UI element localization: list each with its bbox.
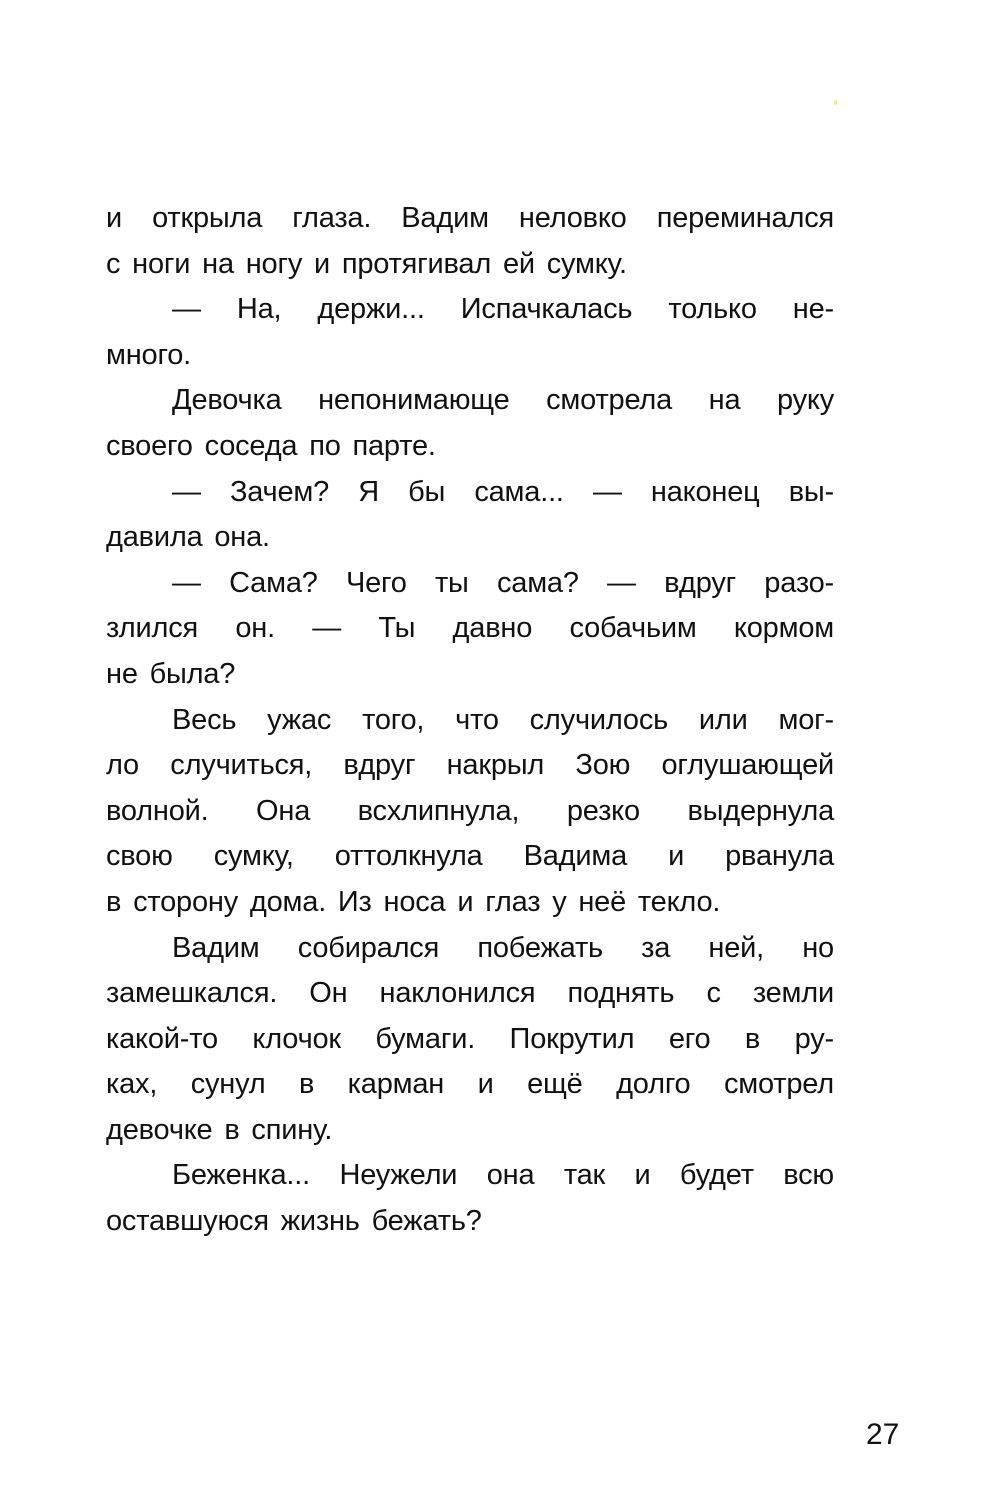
- text-line: не была?: [106, 657, 236, 690]
- text-line: волной. Она всхлипнула, резко выдернула: [106, 794, 834, 827]
- text-line: свою сумку, оттолкнула Вадима и рванула: [106, 840, 834, 873]
- text-line: ках, сунул в карман и ещё долго смотрел: [106, 1068, 834, 1101]
- text-line: и открыла глаза. Вадим неловко переминался: [106, 202, 834, 234]
- text-line: Девочка непонимающе смотрела на руку: [172, 384, 834, 417]
- text-line: с ноги на ногу и протягивал ей сумку.: [106, 247, 627, 280]
- text-line: своего соседа по парте.: [106, 429, 436, 462]
- text-line: оставшуюся жизнь бежать?: [106, 1205, 482, 1238]
- text-line: Весь ужас того, что случилось или мог-: [172, 703, 834, 736]
- scan-speck: [834, 100, 837, 105]
- text-line: — Сама? Чего ты сама? — вдруг разо-: [172, 566, 834, 599]
- text-line: давила она.: [106, 521, 270, 554]
- text-line: ло случиться, вдруг накрыл Зою оглушающей: [106, 749, 834, 782]
- page-number: 27: [866, 1418, 900, 1451]
- body-text: [106, 196, 834, 1245]
- text-line: Беженка... Неужели она так и будет всю: [172, 1159, 834, 1192]
- text-line: какой-то клочок бумаги. Покрутил его в ру-: [106, 1022, 834, 1055]
- text-line: — На, держи... Испачкалась только не-: [172, 293, 834, 326]
- text-line: девочке в спину.: [106, 1113, 333, 1146]
- text-line: — Зачем? Я бы сама... — наконец вы-: [172, 475, 834, 508]
- text-line: Вадим собирался побежать за ней, но: [172, 931, 834, 964]
- text-line: злился он. — Ты давно собачьим кормом: [106, 612, 834, 645]
- text-line: в сторону дома. Из носа и глаз у неё текло.: [106, 885, 721, 918]
- text-line: замешкался. Он наклонился поднять с земли: [106, 977, 834, 1010]
- text-line: много.: [106, 338, 192, 371]
